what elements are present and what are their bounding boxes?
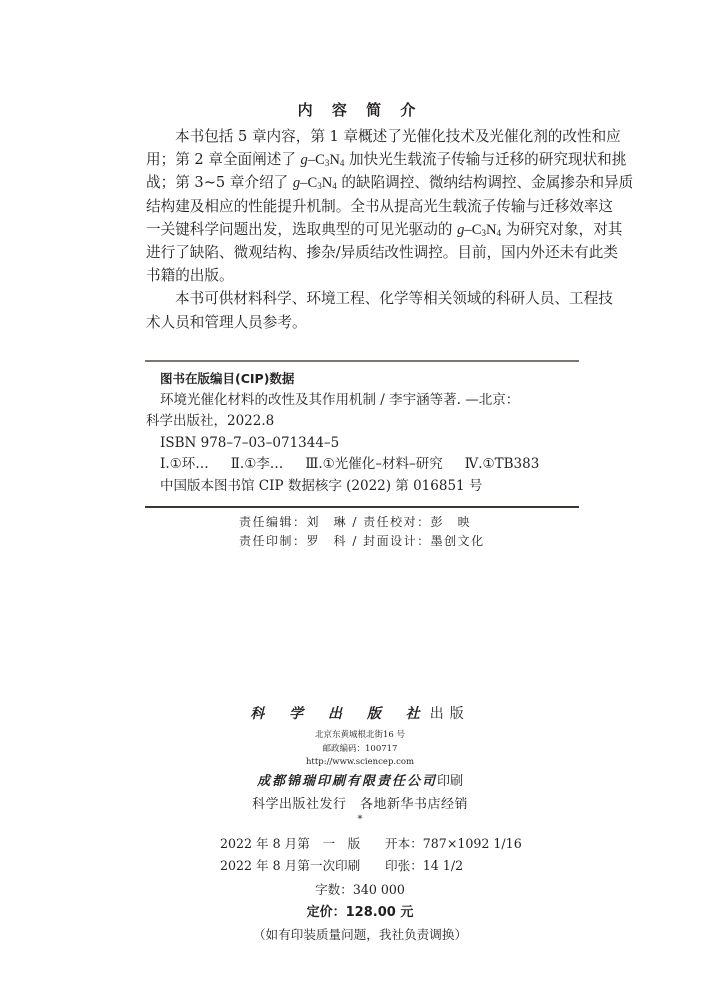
summary-line: 书籍的出版。 [146,267,234,285]
page-title: 内 容 简 介 [297,101,423,119]
website-url: http://www.sciencep.com [305,757,415,767]
summary-line: 用；第 2 章全面阐述了 $g-C_3N_4$ 加快光生载流子传输与迁移的研究现状和挑 [146,151,627,169]
chem-formula: $g-C_3N_4$ [300,152,345,169]
cip-number: 中国版本图书馆 CIP 数据核字 (2022) 第 016851 号 [160,477,483,494]
divider-top [145,360,579,362]
summary-line: 本书包括 5 章内容，第 1 章概述了光催化技术及光催化剂的改性和应 [175,128,621,145]
printer-line: 成都锦瑞印刷有限责任公司印刷 [256,774,464,789]
distribution-line: 科学出版社发行 各地新华书店经销 [251,797,468,812]
summary-line: 进行了缺陷、微观结构、掺杂/异质结改性调控。目前，国内外还未有此类 [146,243,618,261]
edition-block [220,833,522,877]
summary-line: 战；第 3~5 章介绍了 $g-C_3N_4$ 的缺陷调控、微纳结构调控、金属掺杂和异质 [146,174,634,192]
summary-line: 术人员和管理人员参考。 [146,313,307,331]
summary-line: 结构建及相应的性能提升机制。全书从提高光生载流子传输与迁移效率这 [146,197,614,215]
cip-publisher: 科学出版社，2022.8 [146,413,275,429]
format-info: 开本：787×1092 1/16 [385,836,522,851]
edition-info: 2022 年 8 月第 一 版 [220,836,361,851]
chem-formula: $g-C_3N_4$ [457,221,501,238]
production-line: 责任印制：罗 科 / 封面设计：墨创文化 [239,533,485,548]
editor-line: 责任编辑：刘 琳 / 责任校对：彭 映 [239,515,472,529]
price: 定价：128.00 元 [306,905,414,920]
summary-line: 一关键科学问题出发，选取典型的可见光驱动的 $g-C_3N_4$ 为研究对象，对其 [146,220,623,238]
sheets-info: 印张：14 1/2 [385,858,464,873]
word-count: 字数：340 000 [315,882,405,897]
publisher-logo-text: 科 学 出 版 社 [250,706,430,722]
cip-title: 环境光催化材料的改性及其作用机制 / 李宇涵等著. —北京： [160,391,520,408]
cip-heading: 图书在版编目(CIP)数据 [160,371,295,386]
summary-line: 本书可供材料科学、环境工程、化学等相关领域的科研人员、工程技 [175,290,613,308]
address: 北京东黄城根北街16 号 [314,730,406,740]
summary-text [146,125,634,334]
separator-asterisk: * [357,814,363,825]
postcode: 邮政编码：100717 [322,743,398,754]
cip-block [146,368,561,497]
cip-classification: Ⅰ.①环… Ⅱ.①李… Ⅲ.①光催化–材料–研究 Ⅳ.①TB383 [160,456,540,472]
printing-info: 2022 年 8 月第一次印刷 [220,858,361,873]
publisher-line: 科 学 出 版 社出版 [250,706,470,722]
quality-note: （如有印装质量问题，我社负责调换） [252,927,468,942]
divider-bottom [145,506,579,508]
responsibility-block [239,513,485,550]
cip-isbn: ISBN 978–7–03–071344–5 [160,434,340,451]
publisher-address-block [0,729,720,770]
chem-formula: $g-C_3N_4$ [292,175,337,192]
